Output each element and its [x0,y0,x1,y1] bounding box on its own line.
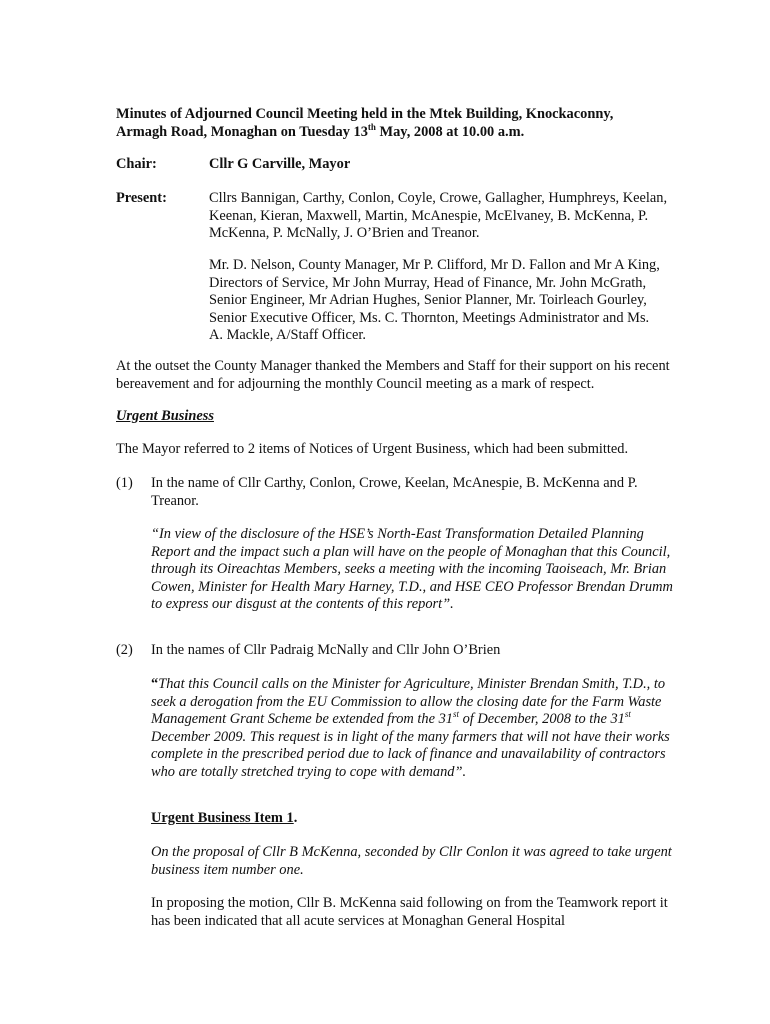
urgent-business-heading: Urgent Business [116,408,214,424]
item-2-motion-part-b: of December, 2008 to the 31 [459,711,625,728]
chair-label: Chair: [116,156,157,172]
item-1-number: (1) [116,475,133,491]
proposing-paragraph: In proposing the motion, Cllr B. McKenna said following on from the Teamwork report it has been indicated that all acute services at Monaghan General Hospital [151,895,668,929]
item-2-motion [151,676,679,782]
item-2-motion-part-c: December 2009. This request is in light of the many farmers that will not have their works complete in the prescribed period due to lack of finance and unavailability of contractors who are totally stretched trying to cope with demand”. [151,728,670,780]
item-2-motion-part-a: That this Council calls on the Minister for Agriculture, Minister Brendan Smith, T.D., to seek a derogation from the EU Commission to allow the closing date for the Farm Waste Management Grant Scheme be extended from the 31 [151,676,666,728]
item-2-quote-open: “ [151,676,159,692]
item-1-motion: “In view of the disclosure of the HSE’s North-East Transformation Detailed Planning Report and the impact such a plan will have on the people of Monaghan that this Council, through its Oireachtas Members, seeks a meeting with the incoming Taoiseach, Mr. Brian Cowen, Minister for Health Mary Harney, T.D., and HSE CEO Professor Brendan Drumm to express our disgust at the contents of this report”. [151,526,673,613]
chair-value: Cllr G Carville, Mayor [209,156,351,172]
item-2-superscript-1: st [452,709,459,720]
proposal-paragraph: On the proposal of Cllr B McKenna, seconded by Cllr Conlon it was agreed to take urgent business item number one. [151,844,672,878]
urgent-item-1-heading-text: Urgent Business Item 1 [151,810,294,826]
title-line-2-start: Armagh Road, Monaghan on Tuesday 13 [116,123,368,140]
item-2-number: (2) [116,642,133,658]
urgent-item-1-heading-dot: . [293,810,298,826]
urgent-business-intro: The Mayor referred to 2 items of Notices of Urgent Business, which had been submitted. [116,441,629,457]
urgent-item-1-heading [151,810,681,828]
item-1-names: In the name of Cllr Carthy, Conlon, Crowe, Keelan, McAnespie, B. McKenna and P. Treanor. [151,475,638,509]
title-line-1: Minutes of Adjourned Council Meeting held in the Mtek Building, Knockaconny, [116,106,614,122]
intro-paragraph: At the outset the County Manager thanked the Members and Staff for their support on his recent bereavement and for adjourning the monthly Council meeting as a mark of respect. [116,358,670,392]
present-members: Cllrs Bannigan, Carthy, Conlon, Coyle, Crowe, Gallagher, Humphreys, Keelan, Keenan, Kieran, Maxwell, Martin, McAnespie, McElvaney, B. McKenna, P. McKenna, P. McNally, J. O’Brien and Treanor. [209,190,668,242]
present-label: Present: [116,190,167,206]
present-staff: Mr. D. Nelson, County Manager, Mr P. Clifford, Mr D. Fallon and Mr A King, Directors of Service, Mr John Murray, Head of Finance, Mr. John McGrath, Senior Engineer, Mr Adrian Hughes, Senior Planner, Mr. Toirleach Gourley, Senior Executive Officer, Ms. C. Thornton, Meetings Administrator and Ms. A. Mackle, A/Staff Officer. [209,257,660,344]
title-line-2-end: May, 2008 at 10.00 a.m. [375,123,525,140]
title-superscript: th [367,121,376,132]
item-2-superscript-2: st [624,709,631,720]
document-title [116,106,676,141]
item-2-names: In the names of Cllr Padraig McNally and Cllr John O’Brien [151,642,501,658]
